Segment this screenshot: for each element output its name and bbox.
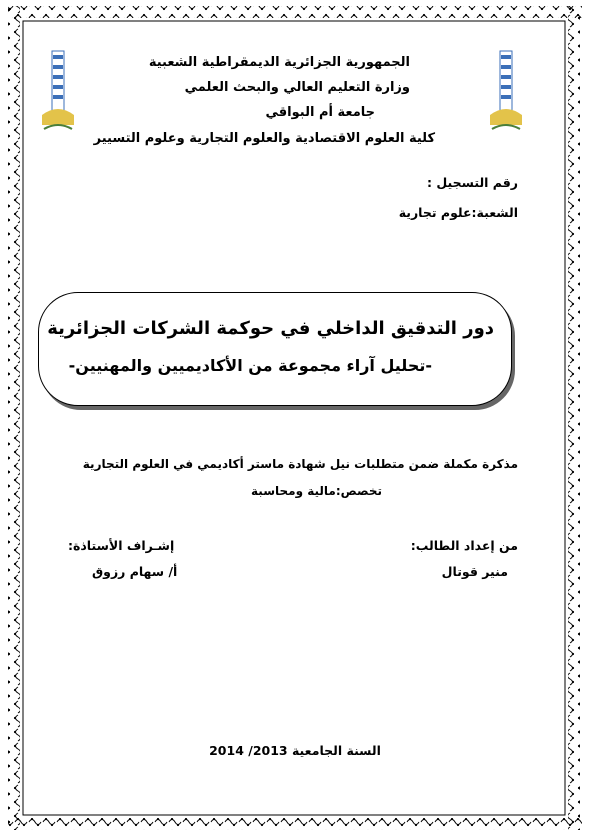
header-republic: الجمهورية الجزائرية الديمقراطية الشعبية	[148, 55, 410, 70]
registration-number-label: رقم التسجيل :	[427, 175, 518, 190]
university-logo-left	[40, 45, 76, 135]
specialization: تخصص:مالية ومحاسبة	[251, 484, 382, 498]
header-university: جامعة أم البواقي	[265, 105, 375, 120]
student-label: من إعداد الطالب:	[410, 538, 518, 553]
header-ministry: وزارة التعليم العالي والبحث العلمي	[184, 80, 410, 95]
supervisor-label: إشـراف الأستاذة:	[68, 538, 175, 553]
academic-year: السنة الجامعية 2013/ 2014	[209, 743, 381, 758]
memo-description: مذكرة مكملة ضمن متطلبات نيل شهادة ماستر أكاديمي في العلوم التجارية	[82, 457, 518, 471]
university-logo-right	[488, 45, 524, 135]
supervisor-name: أ/ سهام رزوق	[92, 564, 178, 579]
header-faculty: كلية العلوم الاقتصادية والعلوم التجارية وعلوم التسيير	[93, 131, 435, 146]
branch-label: الشعبة:علوم تجارية	[398, 205, 518, 220]
title-frame	[38, 292, 512, 406]
thesis-subtitle: -تحليل آراء مجموعة من الأكاديميين والمهنيين-	[68, 356, 432, 375]
thesis-title: دور التدقيق الداخلي في حوكمة الشركات الجزائرية	[47, 318, 494, 339]
student-name: منير قوتال	[441, 564, 508, 579]
